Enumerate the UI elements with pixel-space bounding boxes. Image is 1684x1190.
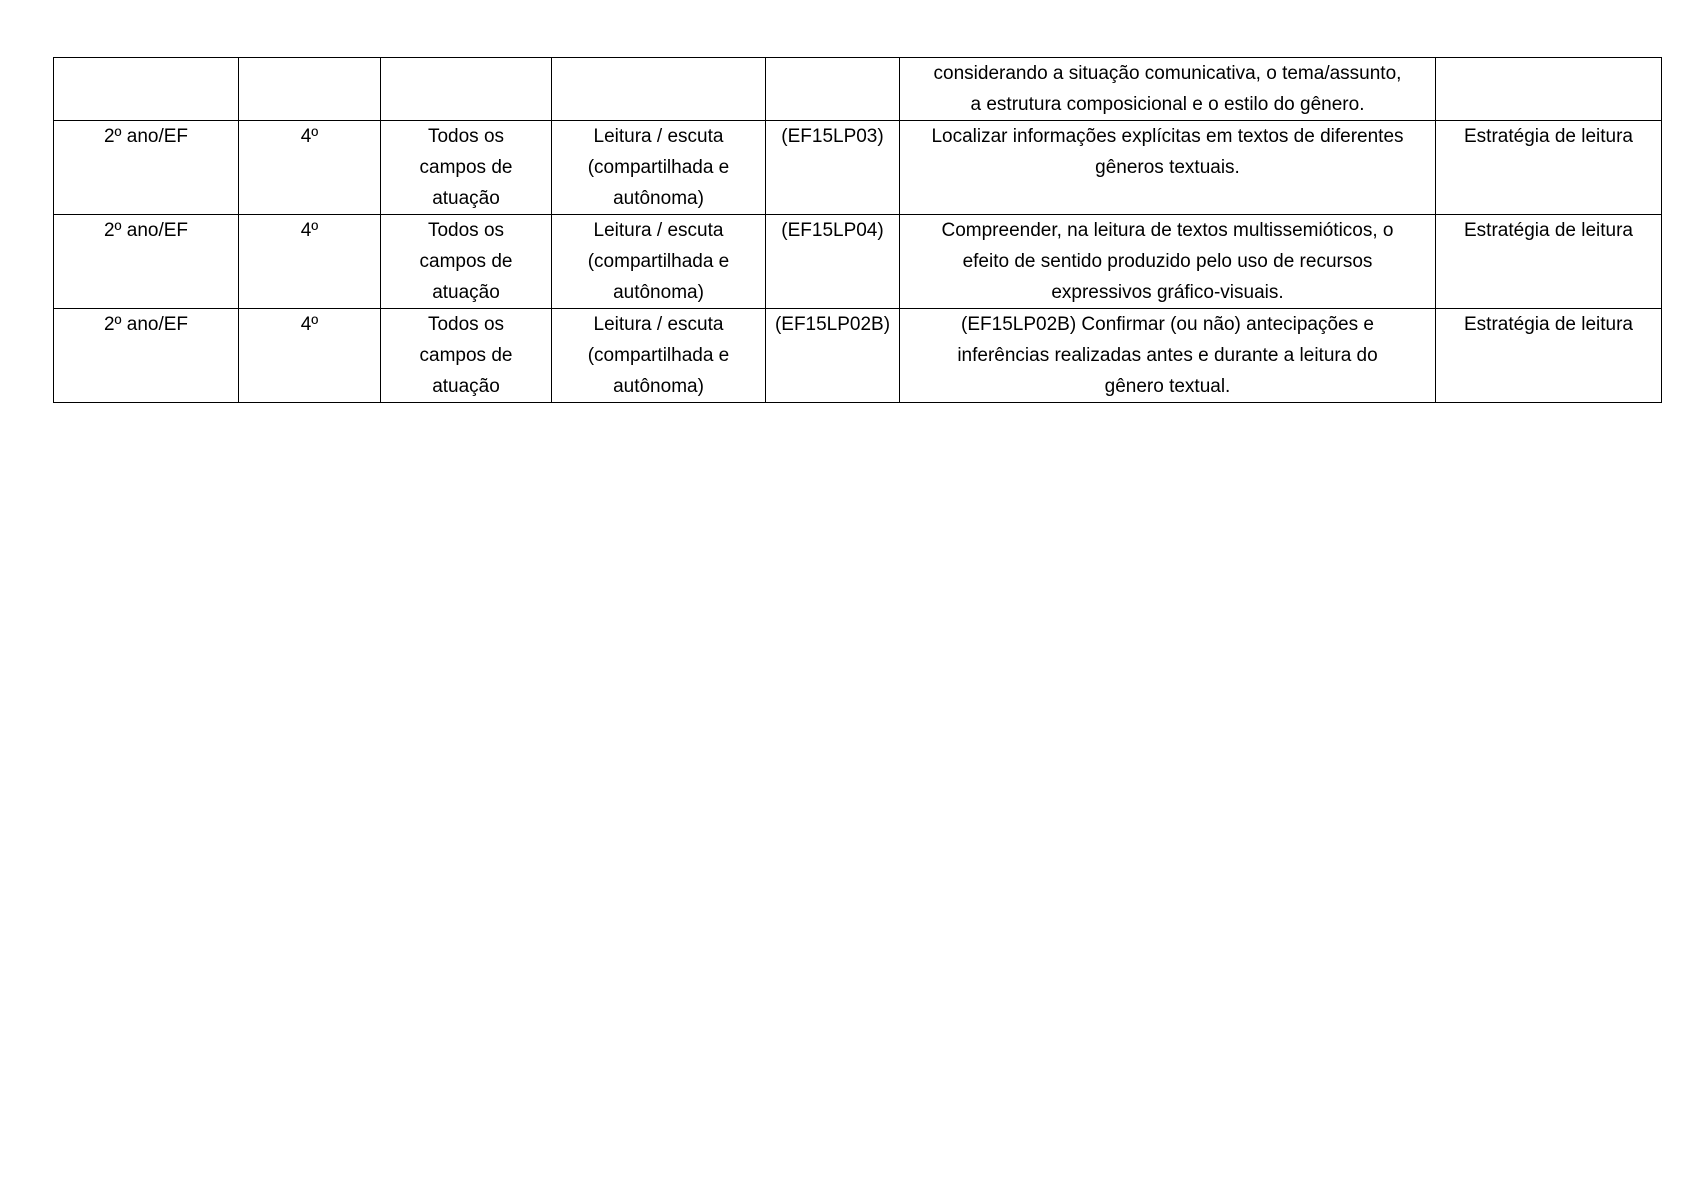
field-line: campos de [419,345,513,366]
skill-line: expressivos gráfico-visuais. [1051,282,1284,303]
skill-line: (EF15LP02B) Confirmar (ou não) antecipações e [961,314,1374,335]
year-text: 2º ano/EF [103,314,189,335]
table-row [54,215,1662,309]
table-row [54,121,1662,215]
field-line: atuação [432,376,500,397]
cell-practice [552,215,766,309]
cell-object [1436,121,1662,215]
code-text: (EF15LP02B) [774,314,891,335]
skill-line: Compreender, na leitura de textos multissemióticos, o [941,220,1394,241]
practice-line: Leitura / escuta [593,126,724,147]
field-line: Todos os [427,314,505,335]
practice-line: (compartilhada e [587,157,730,178]
cell-bimester [239,121,381,215]
year-text: 2º ano/EF [103,126,189,147]
bimester-text: 4º [300,220,319,241]
cell-code [766,121,900,215]
practice-line: (compartilhada e [587,345,730,366]
cell-field [381,58,552,121]
cell-skill [900,309,1436,403]
cell-object [1436,215,1662,309]
field-line: Todos os [427,126,505,147]
cell-skill [900,121,1436,215]
skill-line: considerando a situação comunicativa, o tema/assunto, [933,63,1402,84]
field-line: campos de [419,251,513,272]
curriculum-table [53,57,1662,403]
object-text: Estratégia de leitura [1464,220,1633,241]
bimester-text: 4º [300,314,319,335]
field-line: campos de [419,157,513,178]
practice-line: (compartilhada e [587,251,730,272]
year-text: 2º ano/EF [103,220,189,241]
cell-field [381,309,552,403]
skill-line: inferências realizadas antes e durante a leitura do [957,345,1378,366]
table-row [54,309,1662,403]
bimester-text: 4º [300,126,319,147]
cell-field [381,215,552,309]
practice-line: autônoma) [613,188,704,209]
field-line: atuação [432,282,500,303]
cell-object [1436,58,1662,121]
table-row-continuation [54,58,1662,121]
skill-line: Localizar informações explícitas em textos de diferentes [931,126,1404,147]
code-text: (EF15LP03) [781,126,884,147]
practice-line: Leitura / escuta [593,220,724,241]
practice-line: autônoma) [613,376,704,397]
cell-year [54,121,239,215]
cell-object [1436,309,1662,403]
cell-practice [552,309,766,403]
cell-practice [552,121,766,215]
code-text: (EF15LP04) [781,220,884,241]
cell-skill [900,58,1436,121]
skill-line: gêneros textuais. [1095,157,1240,178]
skill-line: gênero textual. [1104,376,1231,397]
field-line: Todos os [427,220,505,241]
cell-year [54,58,239,121]
cell-practice [552,58,766,121]
cell-skill [900,215,1436,309]
cell-bimester [239,309,381,403]
cell-field [381,121,552,215]
object-text: Estratégia de leitura [1464,314,1633,335]
skill-line: efeito de sentido produzido pelo uso de recursos [962,251,1373,272]
field-line: atuação [432,188,500,209]
cell-code [766,58,900,121]
cell-code [766,309,900,403]
practice-line: Leitura / escuta [593,314,724,335]
object-text: Estratégia de leitura [1464,126,1633,147]
practice-line: autônoma) [613,282,704,303]
cell-code [766,215,900,309]
cell-bimester [239,215,381,309]
cell-bimester [239,58,381,121]
cell-year [54,215,239,309]
cell-year [54,309,239,403]
skill-line: a estrutura composicional e o estilo do gênero. [970,94,1365,115]
